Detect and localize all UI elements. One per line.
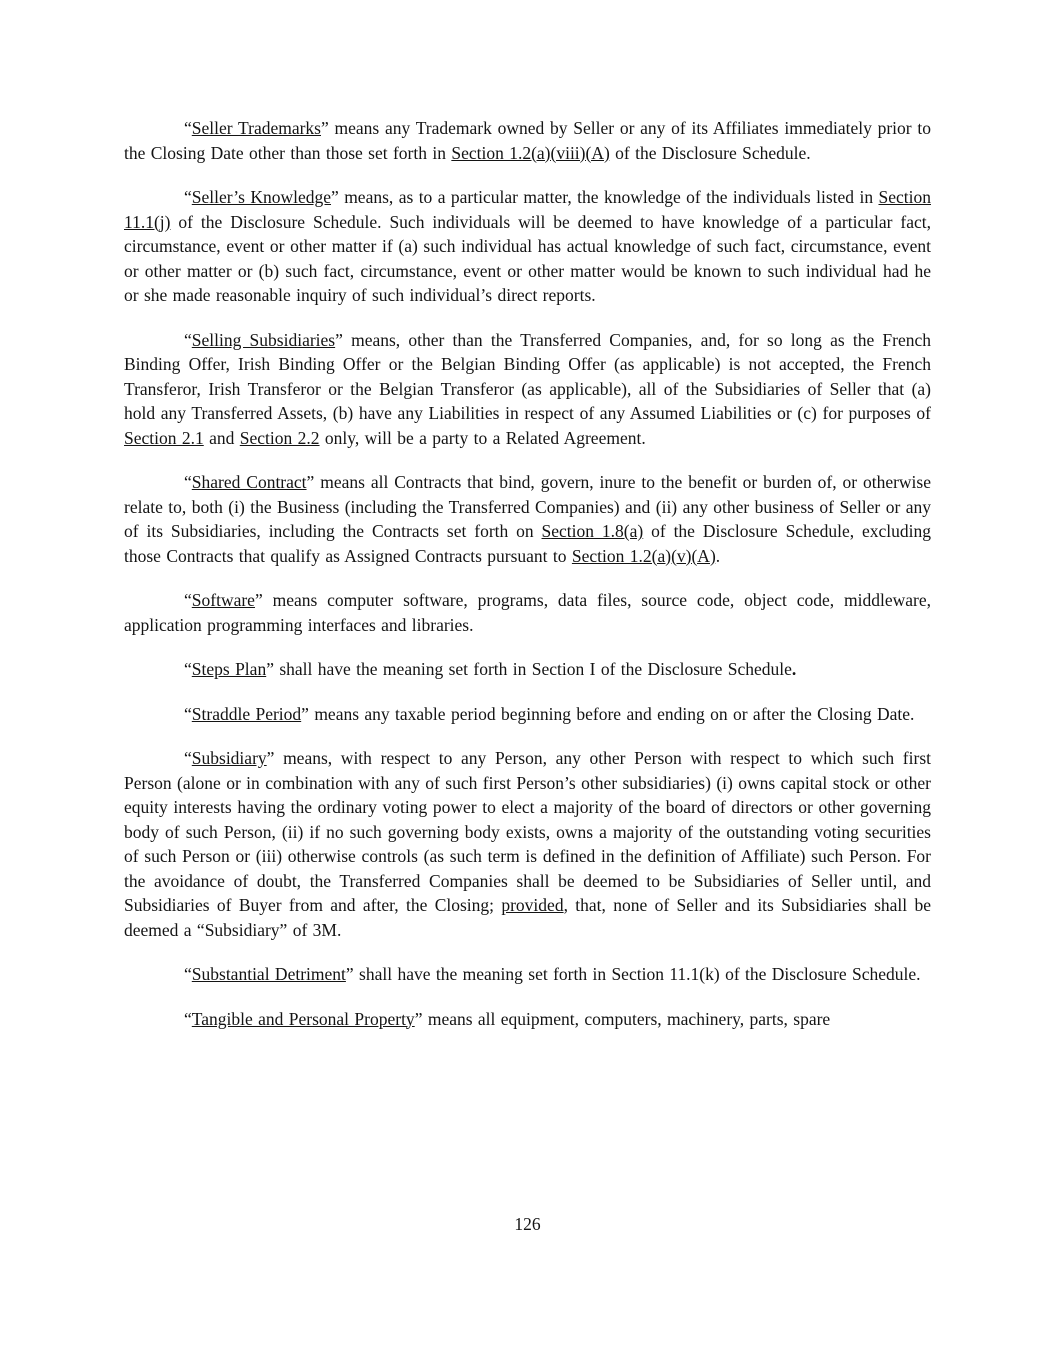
text-run: ” means, with respect to any Person, any other Person with respect to which such first Person (alone or in combination with any of such first Person’s other subsidiaries) (i) owns capital stock or other equity interests having the ordinary voting power to elect a majority of the board of directors or other governing body of such Person, (ii) if no such governing body exists, owns a majority of the outstanding voting securities of such Person or (iii) otherwise controls (as such term is defined in the definition of Affiliate) such Person. For the avoidance of doubt, the Transferred Companies shall be deemed to be Subsidiaries of Seller until, and Subsidiaries of Buyer from and after, the Closing; [124, 748, 931, 915]
text-run: ” means all equipment, computers, machinery, parts, spare [414, 1008, 831, 1029]
text-run: of the Disclosure Schedule, excluding those Contracts that qualify as Assigned Contracts pursuant to [124, 521, 931, 566]
text-run: “ [184, 703, 192, 724]
defined-term: Software [191, 590, 255, 610]
definition-paragraph [124, 328, 931, 451]
defined-term: Subsidiary [191, 748, 267, 768]
definition-paragraph [124, 746, 931, 942]
defined-term: Seller Trademarks [191, 118, 321, 138]
document-body [124, 116, 931, 1051]
proviso-term: provided [501, 895, 564, 915]
section-reference: Section 2.1 [124, 427, 204, 448]
text-run: ” means any taxable period beginning before and ending on or after the Closing Date. [301, 703, 915, 724]
defined-term: Straddle Period [191, 703, 302, 724]
page-number: 126 [514, 1214, 541, 1234]
text-run: . [715, 545, 721, 566]
text-run: of the Disclosure Schedule. Such individuals will be deemed to have knowledge of a particular fact, circumstance, event or other matter if (a) such individual has actual knowledge of such fact, circumstance, event or other matter or (b) such fact, circumstance, event or other matter would be known to such individual had he or she made reasonable inquiry of such individual’s direct reports. [124, 211, 931, 305]
section-reference: Section 2.2 [239, 427, 320, 448]
text-run: ” means computer software, programs, data files, source code, object code, middleware, application programming interfaces and libraries. [124, 590, 931, 635]
text-run: of the Disclosure Schedule. [609, 142, 811, 163]
text-run: ” means any Trademark owned by Seller or any of its Affiliates immediately prior to the Closing Date other than those set forth in [124, 118, 931, 163]
definition-paragraph [124, 962, 931, 987]
defined-term: Seller’s Knowledge [191, 187, 332, 207]
definition-paragraph [124, 1007, 931, 1032]
text-run: “ [184, 590, 192, 610]
text-run: ” shall have the meaning set forth in Section 11.1(k) of the Disclosure Schedule. [345, 964, 921, 984]
defined-term: Substantial Detriment [191, 964, 346, 984]
definition-paragraph [124, 657, 931, 682]
section-reference: Section 11.1(j) [124, 187, 931, 232]
definition-paragraph [124, 116, 931, 165]
defined-term: Steps Plan [191, 659, 267, 679]
section-reference: Section 1.2(a)(v)(A) [571, 545, 716, 566]
defined-term: Shared Contract [191, 472, 307, 492]
definition-paragraph [124, 588, 931, 637]
text-run: “ [184, 329, 192, 350]
defined-term: Tangible and Personal Property [191, 1008, 415, 1029]
text-run: “ [184, 748, 192, 768]
text-run: ” means, other than the Transferred Companies, and, for so long as the French Binding Offer, Irish Binding Offer or the Belgian Binding Offer (as applicable) is not accepted, the French Transferor, Irish Transferor or the Belgian Transferor (as applicable), all of the Subsidiaries of Seller that (a) hold any Transferred Assets, (b) have any Liabilities in respect of any Assumed Liabilities or (c) for purposes of [124, 329, 932, 423]
section-reference: Section 1.8(a) [541, 521, 644, 541]
text-run: “ [184, 1008, 192, 1029]
definition-paragraph [124, 185, 931, 308]
text-run: ” means all Contracts that bind, govern, inure to the benefit or burden of, or otherwise relate to, both (i) the Business (including the Transferred Companies) and (ii) any other business of Seller or any of its Subsidiaries, including the Contracts set forth on [124, 472, 931, 541]
defined-term: Selling Subsidiaries [191, 329, 336, 350]
text-run: “ [184, 472, 192, 492]
text-run: “ [184, 964, 192, 984]
text-run: “ [184, 187, 192, 207]
section-reference: Section 1.2(a)(viii)(A) [451, 142, 610, 163]
text-run: , that, none of Seller and its Subsidiaries shall be deemed a “Subsidiary” of 3M. [124, 895, 931, 940]
definition-paragraph [124, 470, 931, 568]
text-run: “ [184, 118, 192, 138]
text-run: ” shall have the meaning set forth in Section I of the Disclosure Schedule [266, 659, 792, 679]
text-run: ” means, as to a particular matter, the knowledge of the individuals listed in [331, 187, 879, 207]
text-run: “ [184, 659, 192, 679]
text-run: only, will be a party to a Related Agreement. [319, 427, 646, 448]
definition-paragraph [124, 702, 931, 727]
text-run: . [791, 659, 797, 679]
text-run: and [203, 427, 240, 448]
